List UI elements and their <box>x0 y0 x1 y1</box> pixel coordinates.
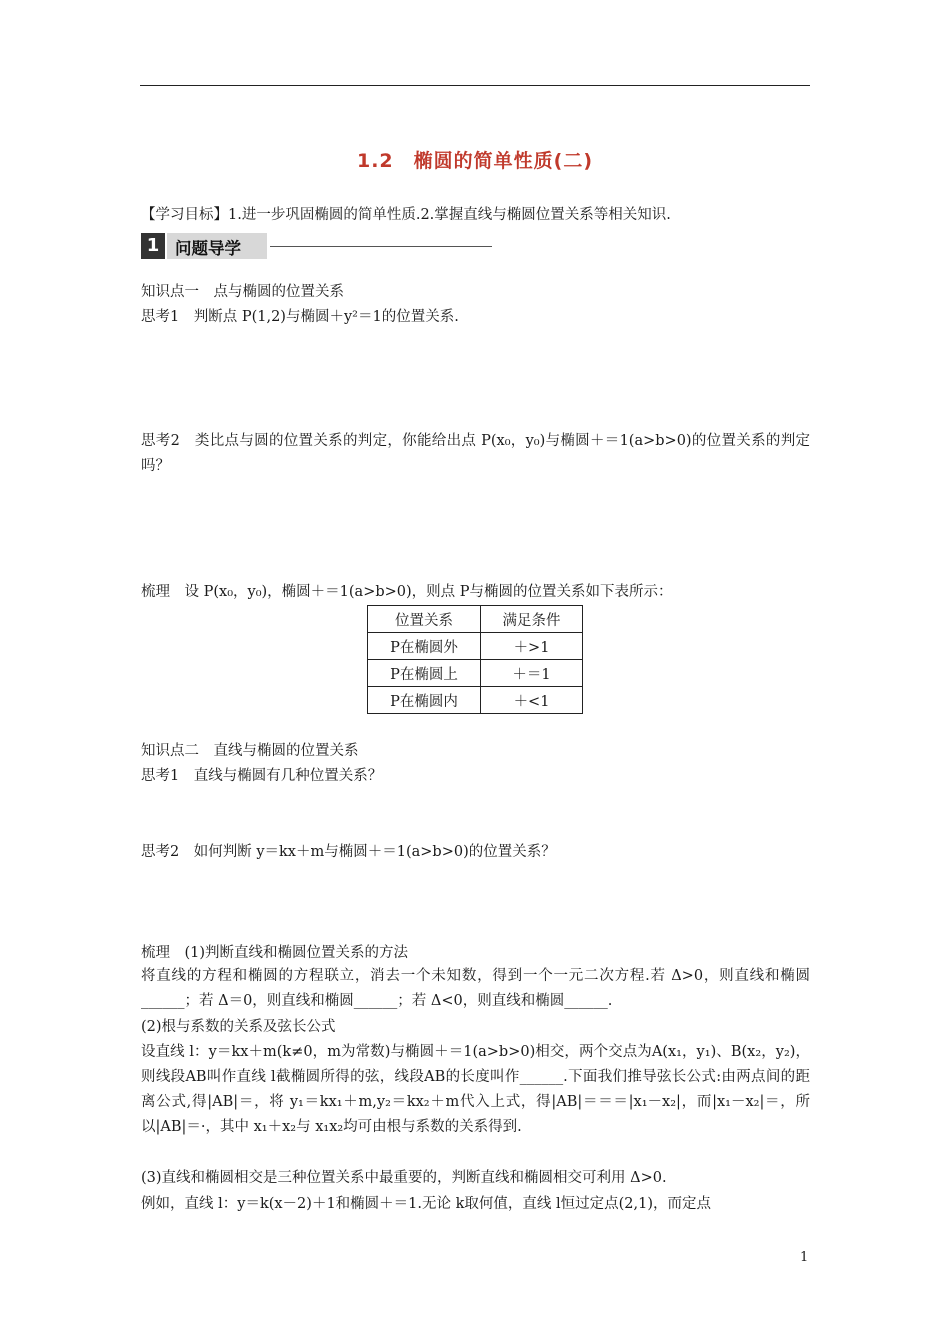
learning-goal-label: 【学习目标】 <box>141 207 228 223</box>
table-header-cell: 满足条件 <box>481 606 583 633</box>
section-rule <box>270 246 492 247</box>
k2-summary-title: 梳理 (1)判断直线和椭圆位置关系的方法 <box>141 945 409 961</box>
section-number-badge: 1 <box>141 233 165 259</box>
k1-summary: 梳理 设 P(x₀，y₀)，椭圆＋＝1(a>b>0)，则点 P与椭圆的位置关系如下表所示： <box>141 584 673 600</box>
k2-paragraph-2: 设直线 l：y＝kx＋m(k≠0，m为常数)与椭圆＋＝1(a>b>0)相交，两个交点为A(x₁，y₁)、B(x₂，y₂)，则线段AB叫作直线 l截椭圆所得的弦，线段AB的长度叫作______.下面我们推导弦长公式:由两点间的距离公式,得|AB|＝，将 y₁＝kx₁＋m,y₂＝kx₂＋m代入上式，得|AB|＝＝＝|x₁－x₂|，而|x₁－x₂|＝，所以|AB|＝·，其中 x₁＋x₂与 x₁x₂均可由根与系数的关系得到. <box>141 1044 810 1135</box>
table-cell: ＋＝1 <box>481 660 583 687</box>
table-row <box>368 633 583 660</box>
k2-paragraph-2-title: (2)根与系数的关系及弦长公式 <box>141 1019 336 1035</box>
k1-think-2: 思考2 类比点与圆的位置关系的判定，你能给出点 P(x₀，y₀)与椭圆＋＝1(a>b>0)的位置关系的判定吗？ <box>141 433 810 474</box>
page-title: 1.2 椭圆的简单性质(二) <box>356 150 594 172</box>
table-cell: P在椭圆外 <box>368 633 481 660</box>
position-table <box>367 605 583 714</box>
table-cell: ＋<1 <box>481 687 583 714</box>
k2-think-1: 思考1 直线与椭圆有几种位置关系？ <box>141 768 383 784</box>
learning-goal <box>141 205 671 225</box>
table-row <box>368 660 583 687</box>
learning-goal-text: 1.进一步巩固椭圆的简单性质.2.掌握直线与椭圆位置关系等相关知识. <box>228 207 671 223</box>
table-cell: ＋>1 <box>481 633 583 660</box>
table-cell: P在椭圆上 <box>368 660 481 687</box>
table-cell: P在椭圆内 <box>368 687 481 714</box>
k2-paragraph-3: (3)直线和椭圆相交是三种位置关系中最重要的，判断直线和椭圆相交可利用 Δ>0. <box>141 1170 667 1186</box>
table-header-row <box>368 606 583 633</box>
knowledge-point-2-heading: 知识点二 直线与椭圆的位置关系 <box>141 743 359 759</box>
k1-think-1: 思考1 判断点 P(1,2)与椭圆＋y²＝1的位置关系. <box>141 309 459 325</box>
k2-paragraph-1: 将直线的方程和椭圆的方程联立，消去一个未知数，得到一个一元二次方程.若 Δ>0，则直线和椭圆______；若 Δ＝0，则直线和椭圆______；若 Δ<0，则直线和椭圆______. <box>141 968 810 1009</box>
section-title: 问题导学 <box>175 239 241 258</box>
k2-paragraph-4: 例如，直线 l：y＝k(x－2)＋1和椭圆＋＝1.无论 k取何值，直线 l恒过定点(2,1)，而定点 <box>141 1196 712 1212</box>
page-number: 1 <box>800 1250 809 1265</box>
top-rule <box>140 85 810 86</box>
knowledge-point-1-heading: 知识点一 点与椭圆的位置关系 <box>141 284 344 300</box>
table-row <box>368 687 583 714</box>
table-header-cell: 位置关系 <box>368 606 481 633</box>
k2-think-2: 思考2 如何判断 y＝kx＋m与椭圆＋＝1(a>b>0)的位置关系？ <box>141 844 556 860</box>
